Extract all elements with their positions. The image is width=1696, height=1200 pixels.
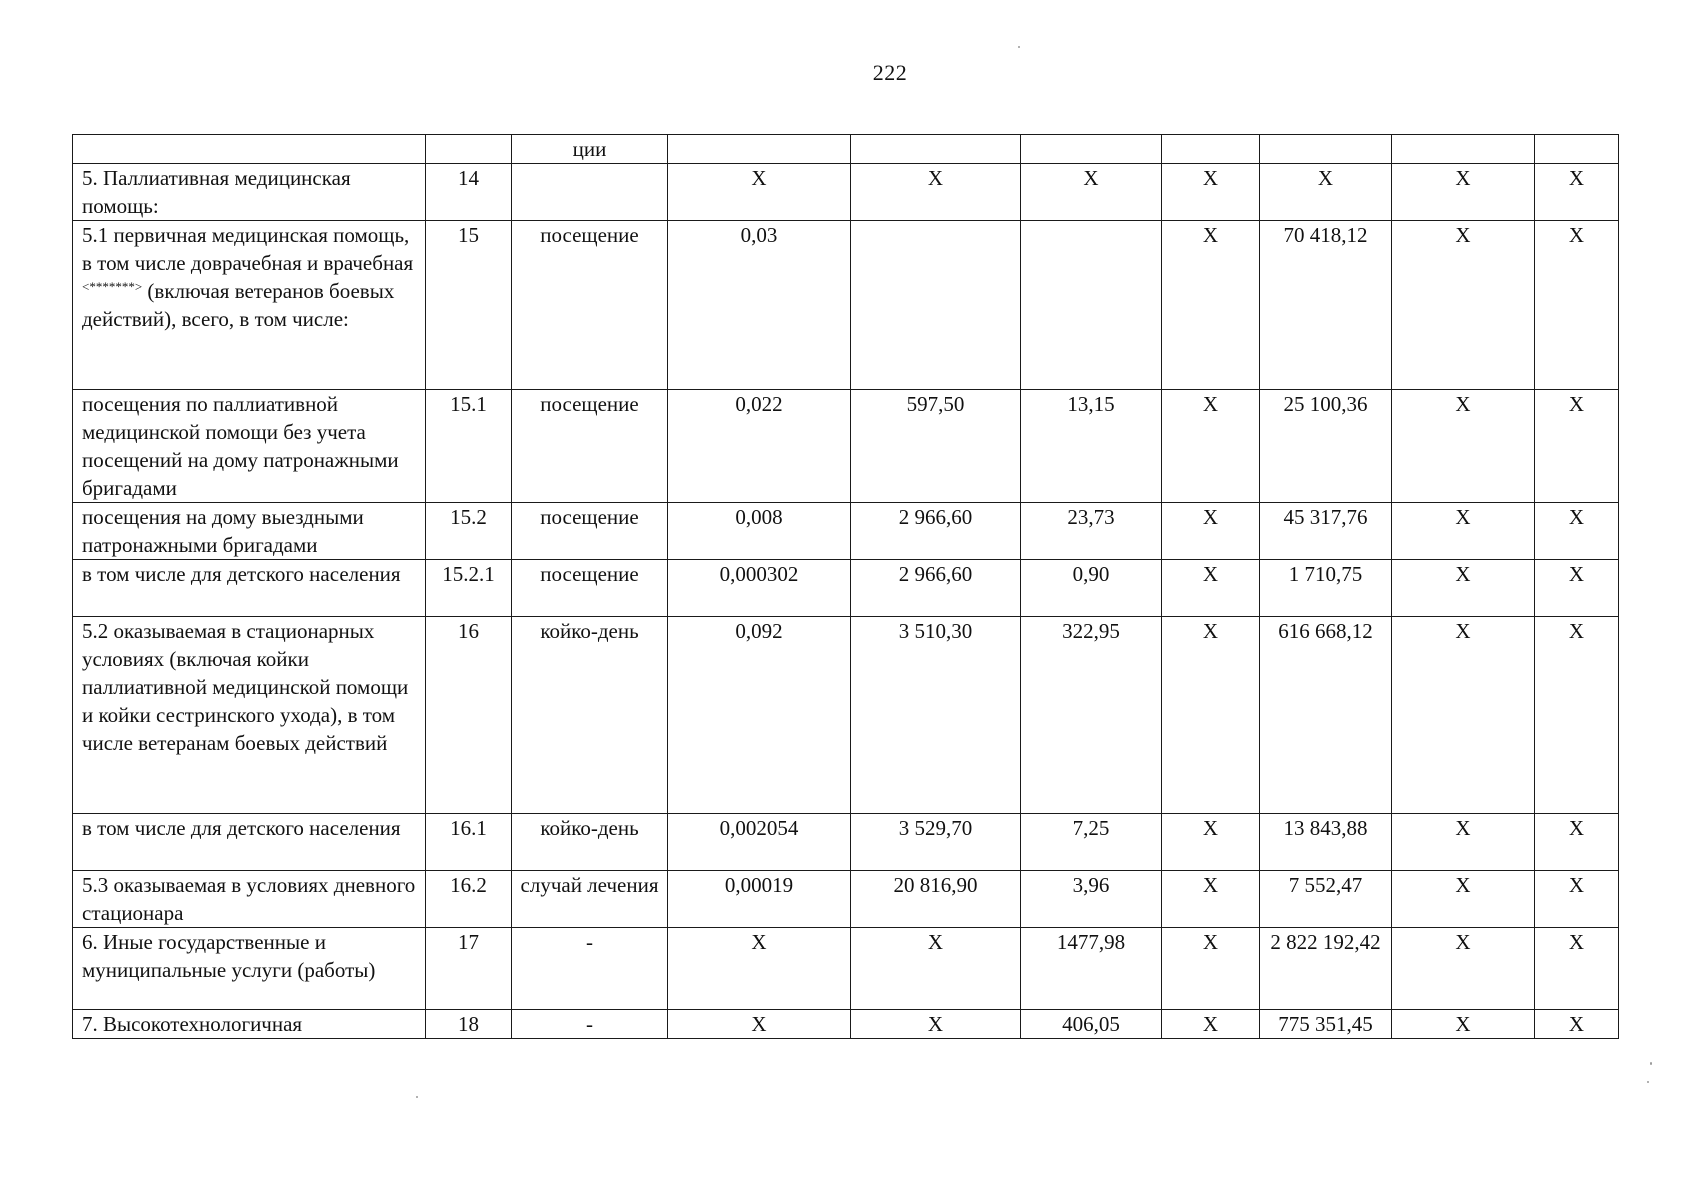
cell-c10: Х <box>1535 221 1619 390</box>
cell-c9: Х <box>1392 390 1535 503</box>
cell-code: 16.2 <box>426 871 512 928</box>
scan-speck <box>416 1096 418 1098</box>
cell-code: 15.2.1 <box>426 560 512 617</box>
cell-unit: случай лечения <box>512 871 668 928</box>
cell-c6: 7,25 <box>1021 814 1162 871</box>
table-row <box>73 164 1619 221</box>
cell-code: 15.1 <box>426 390 512 503</box>
cell-c6: 1477,98 <box>1021 928 1162 1010</box>
cell-name-text: 5.1 первичная медицинская помощь, в том числе доврачебная и врачебная <box>82 223 414 275</box>
cell-c8: 25 100,36 <box>1260 390 1392 503</box>
cell-c6: 322,95 <box>1021 617 1162 814</box>
cell-name: посещения на дому выездными патронажными бригадами <box>73 503 426 560</box>
cell-c5: Х <box>851 164 1021 221</box>
table-row <box>73 560 1619 617</box>
page-number: 222 <box>872 60 908 85</box>
cell-c5: 597,50 <box>851 390 1021 503</box>
cell-c4: 0,00019 <box>668 871 851 928</box>
cell-c4: Х <box>668 928 851 1010</box>
cell-c8: 616 668,12 <box>1260 617 1392 814</box>
table-row <box>73 617 1619 814</box>
cell-c4: 0,092 <box>668 617 851 814</box>
table-row-fragment <box>73 135 1619 164</box>
table-row <box>73 1010 1619 1039</box>
cell-c8: 70 418,12 <box>1260 221 1392 390</box>
cell-c7: Х <box>1162 814 1260 871</box>
cell-name: 6. Иные государственные и муниципальные услуги (работы) <box>73 928 426 1010</box>
cell-unit: посещение <box>512 503 668 560</box>
table-row <box>73 814 1619 871</box>
cell-c10: Х <box>1535 928 1619 1010</box>
cell-c10: Х <box>1535 1010 1619 1039</box>
cell-c9 <box>1392 135 1535 164</box>
cell-c10 <box>1535 135 1619 164</box>
cell-c5: Х <box>851 928 1021 1010</box>
cell-c8: 2 822 192,42 <box>1260 928 1392 1010</box>
cell-code <box>426 135 512 164</box>
cell-c10: Х <box>1535 871 1619 928</box>
cell-c8: 775 351,45 <box>1260 1010 1392 1039</box>
cell-unit: койко-день <box>512 814 668 871</box>
cell-c7: Х <box>1162 871 1260 928</box>
cell-name: 5.2 оказываемая в стационарных условиях (включая койки паллиативной медицинской помощи и койки сестринского ухода), в том числе ветеранам боевых действий <box>73 617 426 814</box>
footnote-marker: <*******> <box>82 279 143 294</box>
cell-c8: 13 843,88 <box>1260 814 1392 871</box>
cell-name: 5.3 оказываемая в условиях дневного стационара <box>73 871 426 928</box>
cell-unit: - <box>512 1010 668 1039</box>
cell-c5: 2 966,60 <box>851 560 1021 617</box>
scan-speck <box>1650 1062 1652 1065</box>
cell-name: в том числе для детского населения <box>73 560 426 617</box>
cell-c10: Х <box>1535 503 1619 560</box>
cell-c5: 20 816,90 <box>851 871 1021 928</box>
cell-unit: койко-день <box>512 617 668 814</box>
cell-c8: 7 552,47 <box>1260 871 1392 928</box>
cell-name <box>73 221 426 390</box>
cell-name <box>73 135 426 164</box>
cell-c5: 3 529,70 <box>851 814 1021 871</box>
cell-c6 <box>1021 221 1162 390</box>
cell-unit: - <box>512 928 668 1010</box>
scan-speck <box>1018 46 1020 48</box>
cell-c7: Х <box>1162 221 1260 390</box>
cell-c8: Х <box>1260 164 1392 221</box>
cell-code: 17 <box>426 928 512 1010</box>
cell-c9: Х <box>1392 503 1535 560</box>
cell-c5 <box>851 135 1021 164</box>
cell-c7: Х <box>1162 164 1260 221</box>
cell-name: посещения по паллиативной медицинской помощи без учета посещений на дому патронажными бригадами <box>73 390 426 503</box>
cell-c4: Х <box>668 164 851 221</box>
cell-name: в том числе для детского населения <box>73 814 426 871</box>
cell-c10: Х <box>1535 814 1619 871</box>
cell-c7: Х <box>1162 1010 1260 1039</box>
cell-c7: Х <box>1162 928 1260 1010</box>
cell-c8: 45 317,76 <box>1260 503 1392 560</box>
cell-c6: 406,05 <box>1021 1010 1162 1039</box>
cell-c7: Х <box>1162 503 1260 560</box>
cell-c6 <box>1021 135 1162 164</box>
cell-c10: Х <box>1535 390 1619 503</box>
cell-unit: посещение <box>512 390 668 503</box>
cell-code: 15 <box>426 221 512 390</box>
data-table <box>72 134 1619 1039</box>
cell-c10: Х <box>1535 164 1619 221</box>
cell-c9: Х <box>1392 560 1535 617</box>
cell-c6: 3,96 <box>1021 871 1162 928</box>
cell-c6: 13,15 <box>1021 390 1162 503</box>
cell-c5: 2 966,60 <box>851 503 1021 560</box>
cell-c5: Х <box>851 1010 1021 1039</box>
cell-unit: посещение <box>512 221 668 390</box>
cell-code: 14 <box>426 164 512 221</box>
cell-c4: 0,022 <box>668 390 851 503</box>
cell-c4: 0,03 <box>668 221 851 390</box>
cell-unit: посещение <box>512 560 668 617</box>
cell-c8: 1 710,75 <box>1260 560 1392 617</box>
cell-unit <box>512 164 668 221</box>
cell-name: 5. Паллиативная медицинская помощь: <box>73 164 426 221</box>
cell-c9: Х <box>1392 928 1535 1010</box>
scan-speck <box>1647 1081 1649 1083</box>
cell-c8 <box>1260 135 1392 164</box>
cell-c10: Х <box>1535 617 1619 814</box>
cell-code: 16.1 <box>426 814 512 871</box>
cell-c6: 23,73 <box>1021 503 1162 560</box>
cell-c6: 0,90 <box>1021 560 1162 617</box>
cell-c4: 0,008 <box>668 503 851 560</box>
cell-code: 16 <box>426 617 512 814</box>
cell-c9: Х <box>1392 814 1535 871</box>
cell-c7: Х <box>1162 390 1260 503</box>
cell-c9: Х <box>1392 871 1535 928</box>
table-row <box>73 221 1619 390</box>
cell-c10: Х <box>1535 560 1619 617</box>
cell-c7 <box>1162 135 1260 164</box>
cell-c9: Х <box>1392 1010 1535 1039</box>
cell-name-text-continued: (включая ветеранов боевых действий), всего, в том числе: <box>82 279 395 331</box>
cell-code: 15.2 <box>426 503 512 560</box>
cell-c9: Х <box>1392 221 1535 390</box>
cell-c5 <box>851 221 1021 390</box>
cell-c4 <box>668 135 851 164</box>
cell-c6: Х <box>1021 164 1162 221</box>
table-row <box>73 503 1619 560</box>
cell-c4: 0,000302 <box>668 560 851 617</box>
cell-c4: 0,002054 <box>668 814 851 871</box>
table-row <box>73 390 1619 503</box>
cell-unit: ции <box>512 135 668 164</box>
cell-c7: Х <box>1162 560 1260 617</box>
cell-c5: 3 510,30 <box>851 617 1021 814</box>
cell-code: 18 <box>426 1010 512 1039</box>
table-row <box>73 928 1619 1010</box>
cell-c4: Х <box>668 1010 851 1039</box>
cell-c7: Х <box>1162 617 1260 814</box>
cell-name: 7. Высокотехнологичная <box>73 1010 426 1039</box>
cell-c9: Х <box>1392 164 1535 221</box>
table-row <box>73 871 1619 928</box>
cell-c9: Х <box>1392 617 1535 814</box>
